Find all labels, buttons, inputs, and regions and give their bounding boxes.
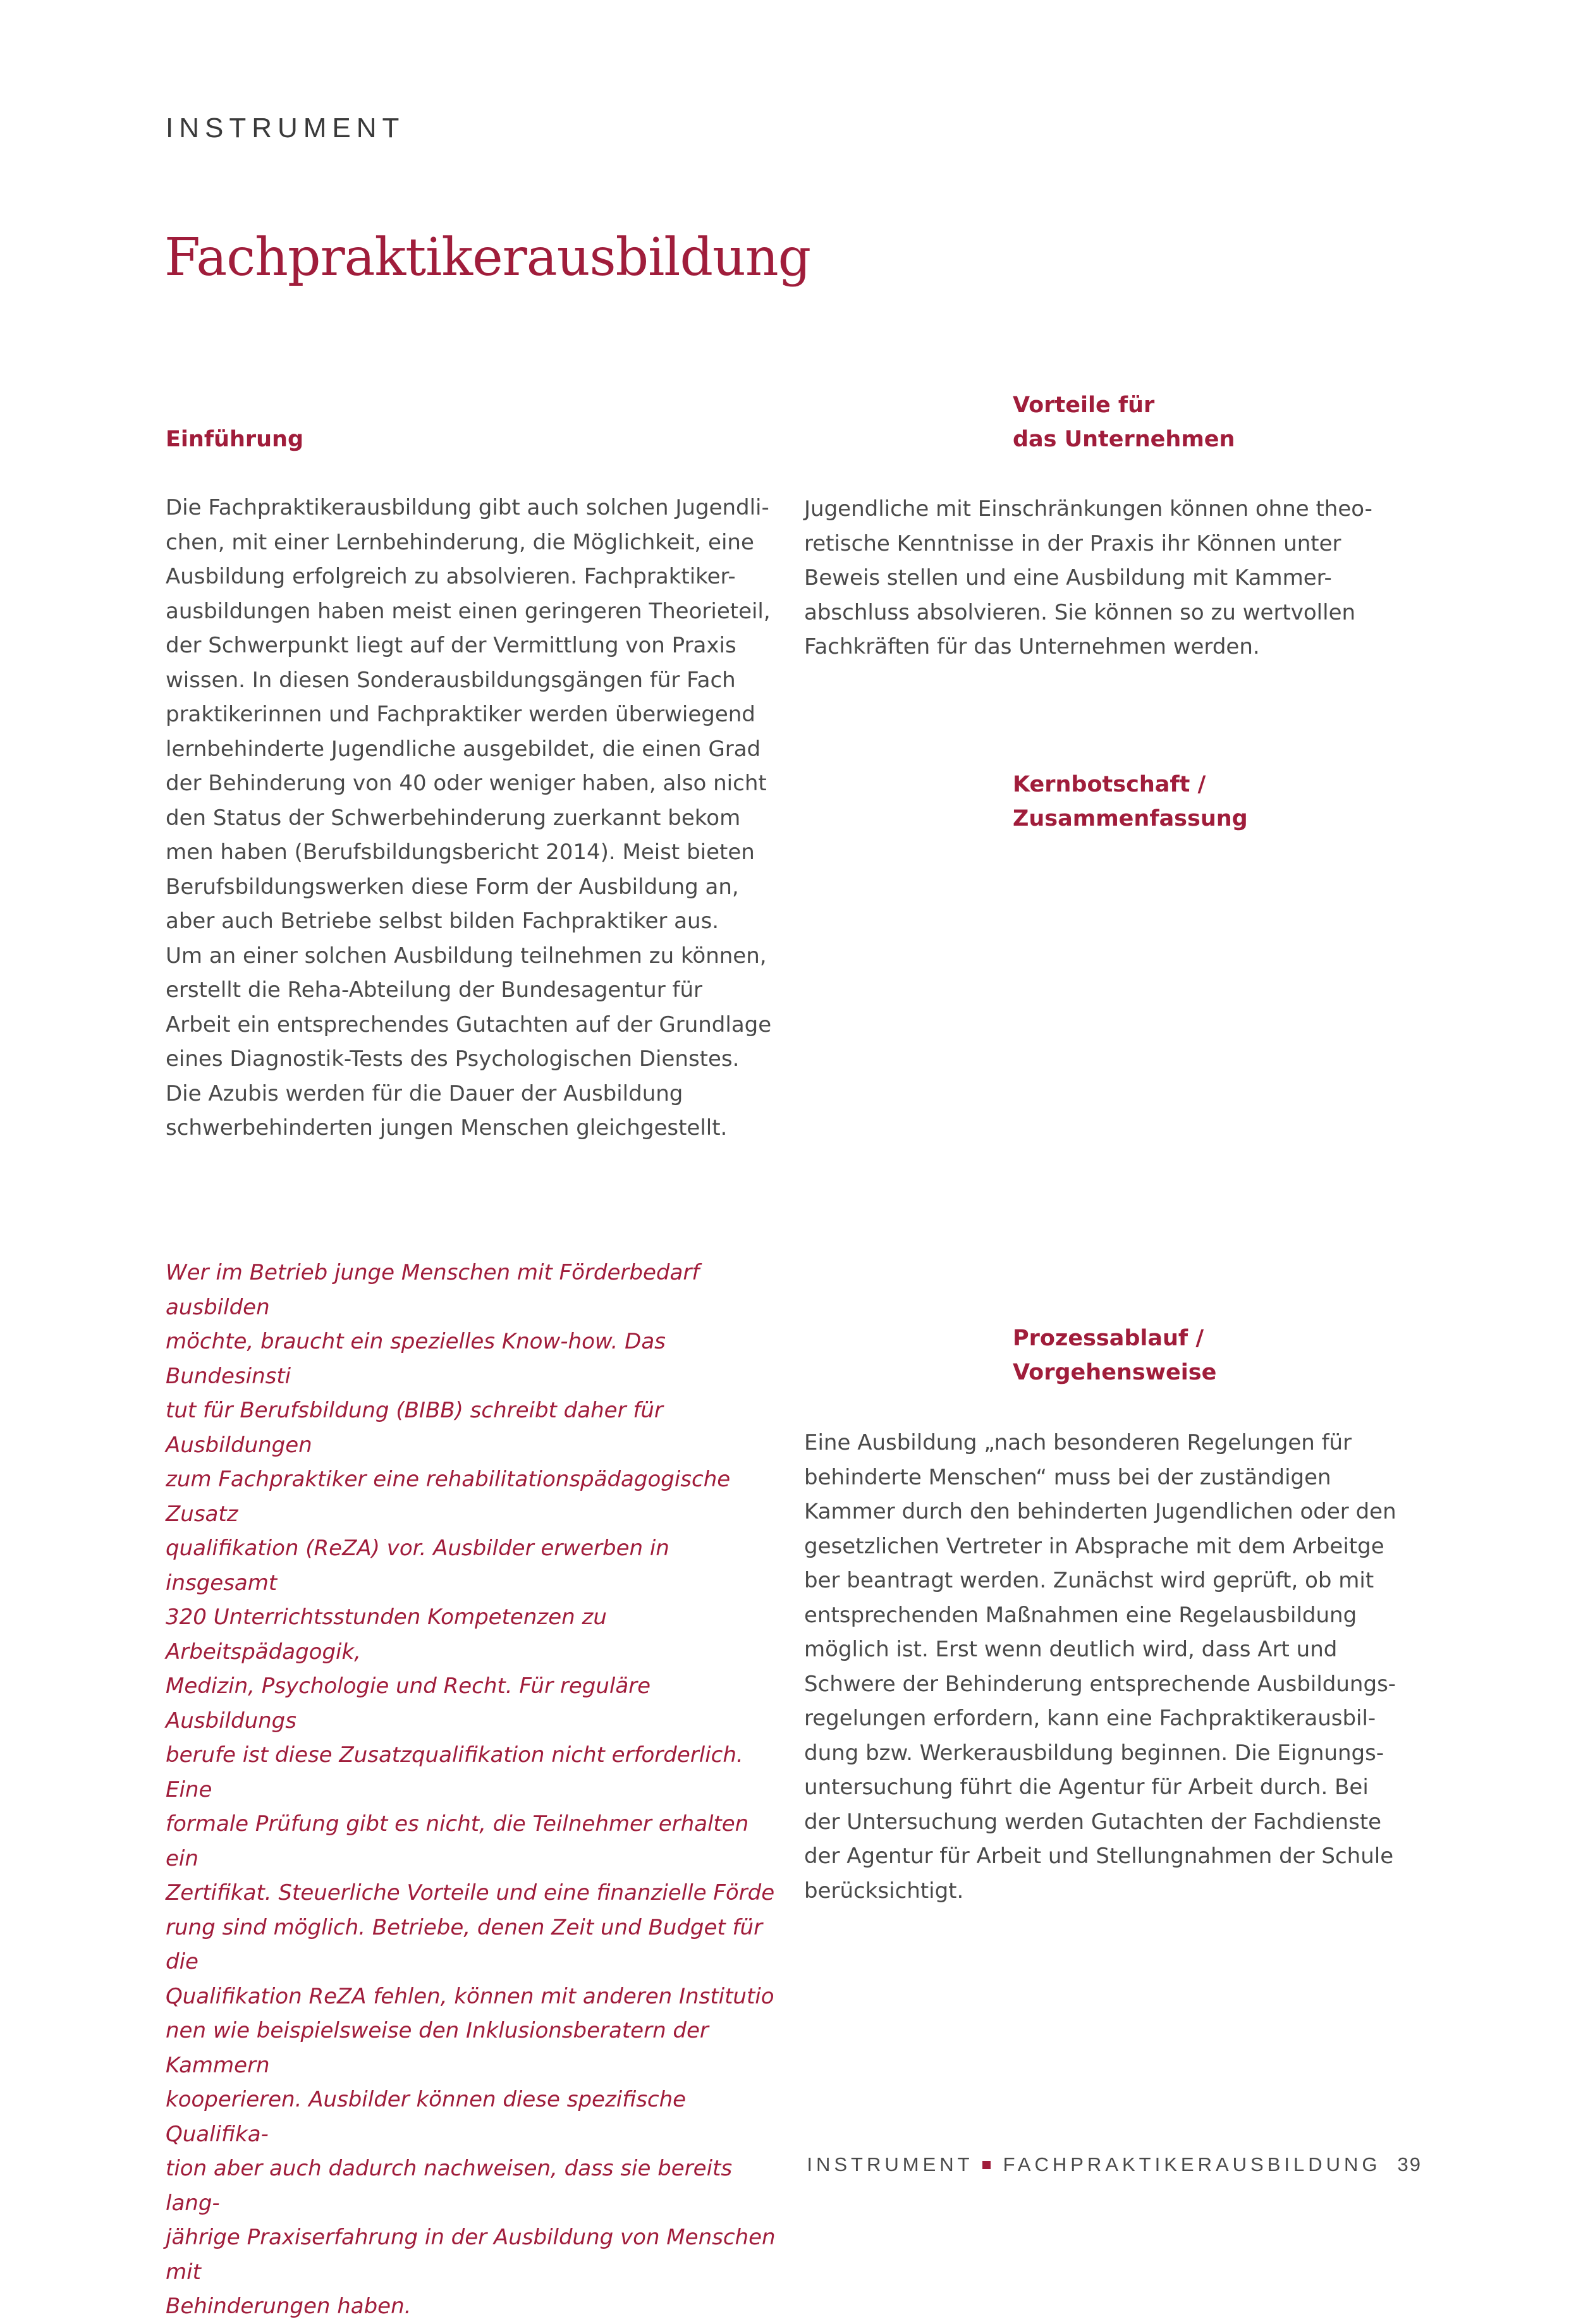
key-message-heading-line2: Zusammenfassung: [1013, 806, 1248, 831]
key-message-heading: [1013, 768, 1417, 836]
process-heading: [1013, 1321, 1417, 1390]
intro-text: Die Fachpraktikerausbildung gibt auch solchen Jugendli- chen, mit einer Lernbehinderung, die Möglichkeit, eine Ausbildung erfolgreich zu absolvieren. Fachpraktiker- ausbildungen haben meist einen geringeren Theorieteil, der Schwerpunkt liegt auf der Vermittlung von Praxis wissen. In diesen Sonderausbildungsgängen für Fach praktikerinnen und Fachpraktiker werden überwiegend lernbehinderte Jugendliche ausgebildet, die einen Grad der Behinderung von 40 oder weniger haben, also nicht den Status der Schwerbehinderung zuerkannt bekom men haben (Berufsbildungsbericht 2014). Meist bieten Berufsbildungswerken diese Form der Ausbildung an, aber auch Betriebe selbst bilden Fachpraktiker aus. Um an einer solchen Ausbildung teilnehmen zu können, erstellt die Reha-Abteilung der Bundesagentur für Arbeit ein entsprechendes Gutachten auf der Grundlage eines Diagnostik-Tests des Psychologischen Dienstes. Die Azubis werden für die Dauer der Ausbildung schwerbehinderten jungen Menschen gleichgestellt.: [166, 495, 772, 1141]
page-footer: [807, 2153, 1422, 2176]
intro-heading: Einführung: [166, 427, 304, 452]
square-bullet-icon: [982, 2161, 991, 2169]
key-message-text: Wer im Betrieb junge Menschen mit Förderbedarf ausbilden möchte, braucht ein spezielles Know-how. Das Bundesinsti tut für Berufsbildung (BIBB) schreibt daher für Ausbildungen zum Fachpraktiker eine rehabilitationspädagogische Zusatz qualifikation (ReZA) vor. Ausbilder erwerben in insgesamt 320 Unterrichtsstunden Kompetenzen zu Arbeitspädagogik, Medizin, Psychologie und Recht. Für reguläre Ausbildungs berufe ist diese Zusatzqualifikation nicht erforderlich. Eine formale Prüfung gibt es nicht, die Teilnehmer erhalten ein Zertifikat. Steuerliche Vorteile und eine finanzielle Förde rung sind möglich. Betriebe, denen Zeit und Budget für die Qualifikation ReZA fehlen, können mit anderen Institutio nen wie beispielsweise den Inklusionsberatern der Kammern kooperieren. Ausbilder können diese spezifische Qualifika- tion aber auch dadurch nachweisen, dass sie bereits lang- jährige Praxiserfahrung in der Ausbildung von Menschen mit Behinderungen haben.: [166, 1260, 776, 2319]
benefits-heading: [1013, 388, 1417, 456]
process-text: Eine Ausbildung „nach besonderen Regelungen für behinderte Menschen“ muss bei der zuständigen Kammer durch den behinderten Jugendlichen oder den gesetzlichen Vertreter in Absprache mit dem Arbeitge ber beantragt werden. Zunächst wird geprüft, ob mit entsprechenden Maßnahmen eine Regelausbildung möglich ist. Erst wenn deutlich wird, dass Art und Schwere der Behinderung entsprechende Ausbildungs- regelungen erfordern, kann eine Fachpraktikerausbil- dung bzw. Werkerausbildung beginnen. Die Eignungs- untersuchung führt die Agentur für Arbeit durch. Bei der Untersuchung werden Gutachten der Fachdienste der Agentur für Arbeit und Stellungnahmen der Schule berücksichtigt.: [804, 1430, 1396, 1904]
key-message-heading-line1: Kernbotschaft /: [1013, 772, 1206, 797]
section-label: INSTRUMENT: [166, 113, 405, 144]
footer-chapter: FACHPRAKTIKERAUSBILDUNG: [1003, 2153, 1381, 2175]
process-heading-line1: Prozessablauf /: [1013, 1326, 1204, 1351]
process-heading-line2: Vorgehensweise: [1013, 1360, 1217, 1385]
benefits-heading-line2: das Unternehmen: [1013, 427, 1235, 452]
page-number: 39: [1397, 2153, 1422, 2175]
page-title: Fachpraktikerausbildung: [164, 228, 811, 288]
benefits-heading-line1: Vorteile für: [1013, 393, 1155, 418]
footer-section: INSTRUMENT: [807, 2153, 974, 2175]
benefits-text: Jugendliche mit Einschränkungen können ohne theo- retische Kenntnisse in der Praxis ihr Können unter Beweis stellen und eine Ausbildung mit Kammer- abschluss absolvieren. Sie können so zu wertvollen Fachkräften für das Unternehmen werden.: [804, 496, 1372, 659]
